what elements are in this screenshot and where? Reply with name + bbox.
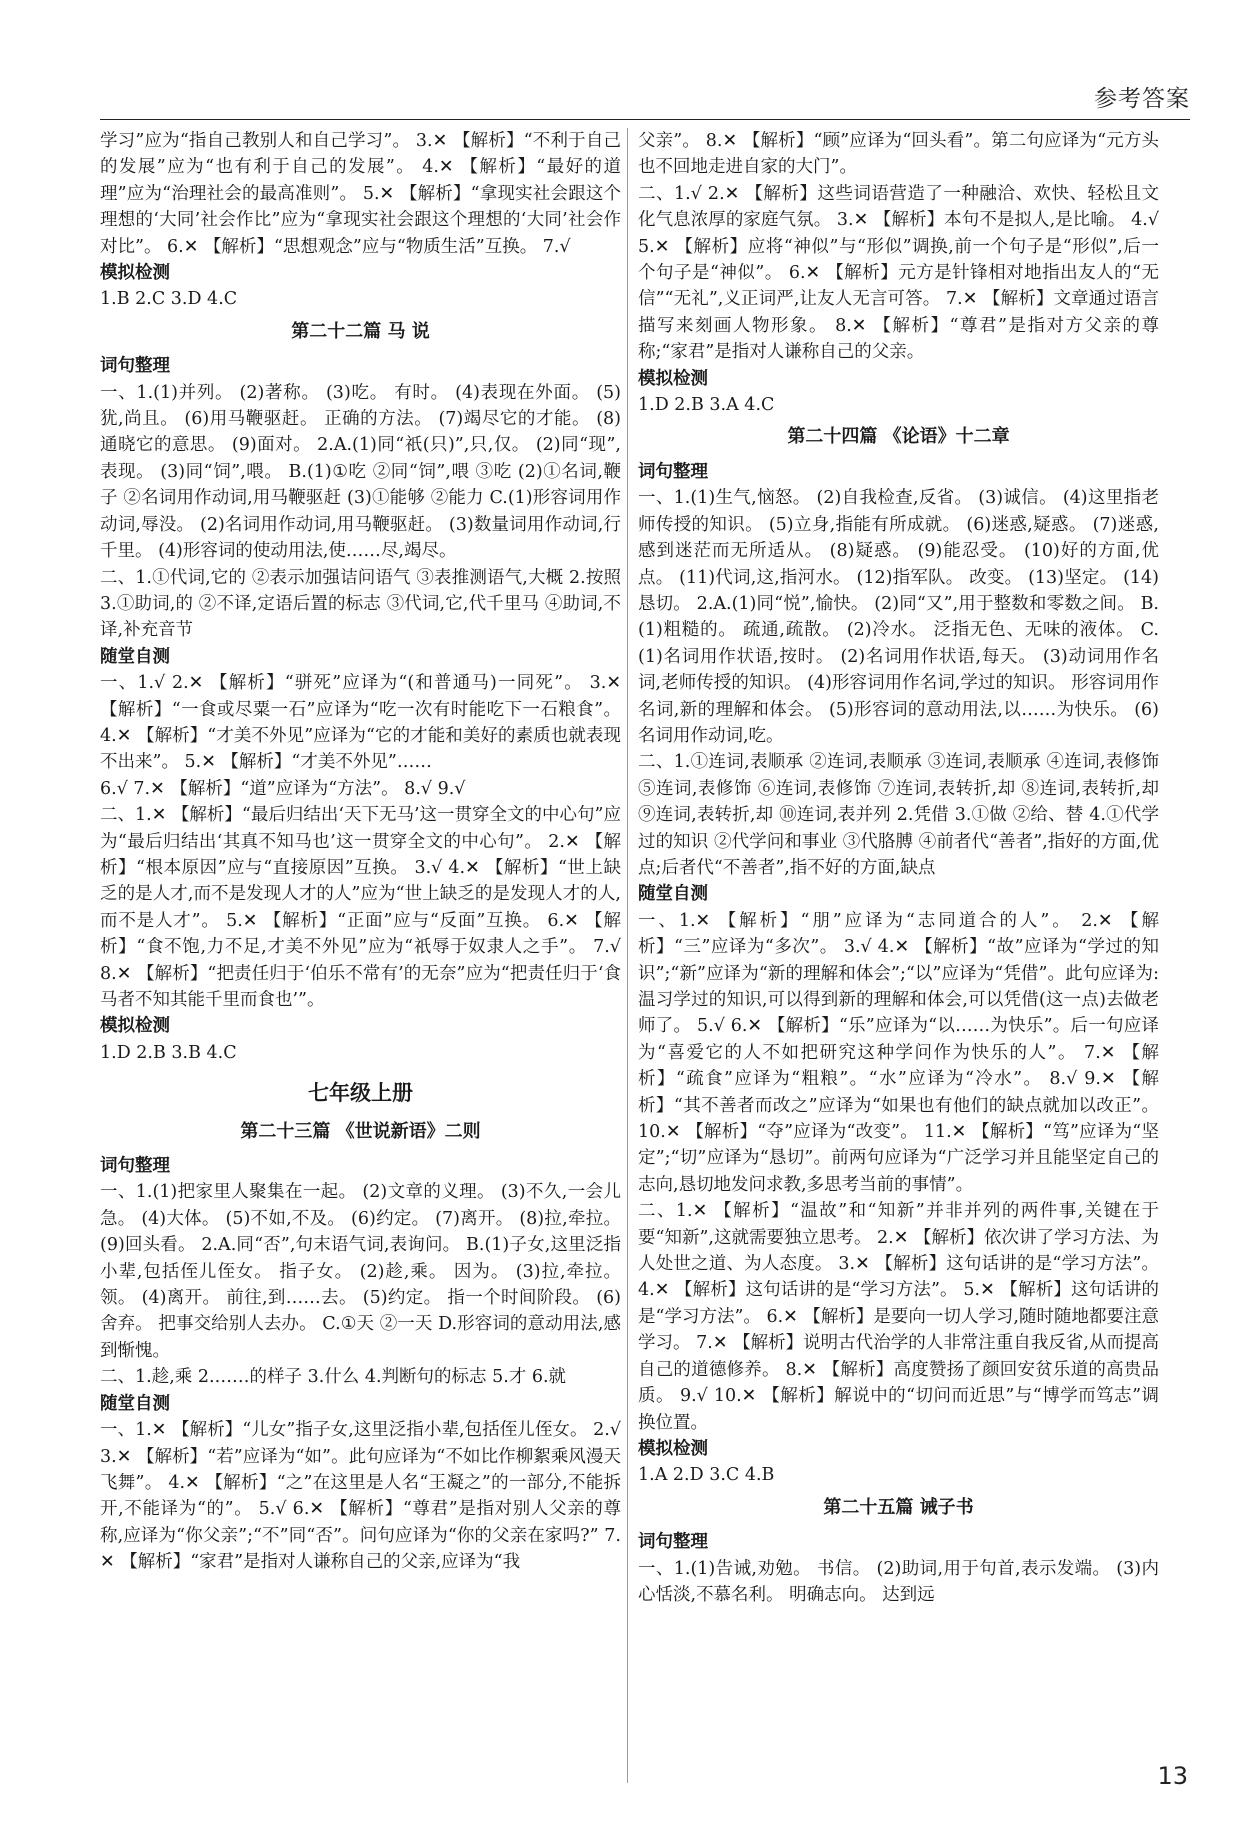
answer-paragraph: 一、1.(1)告诫,劝勉。 书信。 (2)助词,用于句首,表示发端。 (3)内心恬淡,不慕名利。 明确志向。 达到远: [638, 1558, 1159, 1605]
answer-paragraph: 一、1.✕ 【解析】“儿女”指子女,这里泛指小辈,包括侄儿侄女。 2.√ 3.✕ 【解析】“若”应译为“如”。此句应译为“不如比作柳絮乘风漫天飞舞”。 4.✕ 【解析】“之”在这里是人名“王凝之”的一部分,不能拆开,不能译为“的”。 5.√ 6.✕ 【解析】“尊君”是指对别人父亲的尊称,应译为“你父亲”;“不”同“否”。问句应译为“你的父亲在家吗?” 7.✕ 【解析】“家君”是指对人谦称自己的父亲,应译为“我: [100, 1420, 621, 1573]
section-heading: 词句整理: [638, 461, 708, 482]
answer-paragraph: 一、1.(1)并列。 (2)著称。 (3)吃。 有时。 (4)表现在外面。 (5)犹,尚且。 (6)用马鞭驱赶。 正确的方法。 (7)竭尽它的才能。 (8)通晓它的意思。 (9)面对。 2.A.(1)同“祇(只)”,只,仅。 (2)同“现”,表现。 (3)同“饲”,喂。 B.(1)①吃 ②同“饲”,喂 ③吃 (2)①名词,鞭子 ②名词用作动词,用马鞭驱赶 (3)①能够 ②能力 C.(1)形容词用作动词,辱没。 (2)名词用作动词,用马鞭驱赶。 (3)数量词用作动词,行千里。 (4)形容词的使动用法,使……尽,竭尽。: [100, 382, 621, 562]
answer-paragraph: 二、1.趁,乘 2.……的样子 3.什么 4.判断句的标志 5.才 6.就: [100, 1367, 567, 1388]
answer-paragraph: 父亲”。 8.✕ 【解析】“顾”应译为“回头看”。第二句应译为“元方头也不回地走进自家的大门”。: [638, 131, 1159, 178]
grade-title: 七年级上册: [308, 1081, 413, 1106]
answer-paragraph: 二、1.✕ 【解析】“最后归结出‘天下无马’这一贯穿全文的中心句”应为“最后归结出‘其真不知马也’这一贯穿全文的中心句”。 2.✕ 【解析】“根本原因”应与“直接原因”互换。 3.√ 4.✕ 【解析】“世上缺乏的是人才,而不是发现人才的人”应为“世上缺乏的是发现人才的人,而不是人才”。 5.✕ 【解析】“正面”应与“反面”互换。 6.✕ 【解析】“食不饱,力不足,才美不外见”应为“祇辱于奴隶人之手”。 7.√ 8.✕ 【解析】“把责任归于‘伯乐不常有’的无奈”应为“把责任归于‘食马者不知其能千里而食也’”。: [100, 805, 621, 1010]
answer-paragraph: 一、1.√ 2.✕ 【解析】“骈死”应译为“(和普通马)一同死”。 3.✕ 【解析】“一食或尽粟一石”应译为“吃一次有时能吃下一石粮食”。 4.✕ 【解析】“才美不外见”应译为“它的才能和美好的素质也就表现不出来”。 5.✕ 【解析】“才美不外见”……: [100, 673, 621, 773]
section-heading: 词句整理: [100, 1156, 170, 1177]
answer-paragraph: 二、1.√ 2.✕ 【解析】这些词语营造了一种融洽、欢快、轻松且文化气息浓厚的家庭气氛。 3.✕ 【解析】本句不是拟人,是比喻。 4.√ 5.✕ 【解析】应将“神似”与“形似”调换,前一个句子是“形似”,后一个句子是“神似”。 6.✕ 【解析】元方是针锋相对地指出友人的“无信”“无礼”,义正词严,让友人无言可答。 7.✕ 【解析】文章通过语言描写来刻画人物形象。 8.✕ 【解析】“尊君”是指对方父亲的尊称;“家君”是指对人谦称自己的父亲。: [638, 183, 1159, 363]
answer-paragraph: 二、1.①代词,它的 ②表示加强诘问语气 ③表推测语气,大概 2.按照 3.①助词,的 ②不译,定语后置的标志 ③代词,它,代千里马 ④助词,不译,补充音节: [100, 567, 621, 641]
answer-paragraph: 一、1.(1)把家里人聚集在一起。 (2)文章的义理。 (3)不久,一会儿 急。 (4)大体。 (5)不如,不及。 (6)约定。 (7)离开。 (8)拉,牵拉。 (9)回头看。 2.A.同“否”,句末语气词,表询问。 B.(1)子女,这里泛指小辈,包括侄儿侄女。 指子女。 (2)趁,乘。 因为。 (3)拉,牵拉。 领。 (4)离开。 前往,到……去。 (5)约定。 指一个时间阶段。 (6)舍弃。 把事交给别人去办。 C.①天 ②一天 D.形容词的意动用法,感到惭愧。: [100, 1182, 621, 1361]
section-heading: 模拟检测: [100, 1016, 170, 1037]
answer-paragraph: 1.B 2.C 3.D 4.C: [100, 289, 238, 310]
answer-paragraph: 1.D 2.B 3.A 4.C: [638, 395, 775, 416]
answer-paragraph: 一、1.✕ 【解析】“朋”应译为“志同道合的人”。 2.✕ 【解析】“三”应译为“多次”。 3.√ 4.✕ 【解析】“故”应译为“学过的知识”;“新”应译为“新的理解和体会”;“以”应译为“凭借”。此句应译为:温习学过的知识,可以得到新的理解和体会,可以凭借(这一点)去做老师了。 5.√ 6.✕ 【解析】“乐”应译为“以……为快乐”。后一句应译为“喜爱它的人不如把研究这种学问作为快乐的人”。 7.✕ 【解析】“疏食”应译为“粗粮”。“水”应译为“冷水”。 8.√ 9.✕ 【解析】“其不善者而改之”应译为“如果也有他们的缺点就加以改正”。 10.✕ 【解析】“夺”应译为“改变”。 11.✕ 【解析】“笃”应译为“坚定”;“切”应译为“恳切”。前两句应译为“广泛学习并且能坚定自己的志向,恳切地发问求教,多思考当前的事情”。: [638, 910, 1159, 1195]
answer-paragraph: 二、1.✕ 【解析】“温故”和“知新”并非并列的两件事,关键在于要“知新”,这就需要独立思考。 2.✕ 【解析】依次讲了学习方法、为人处世之道、为人态度。 3.✕ 【解析】这句话讲的是“学习方法”。 4.✕ 【解析】这句话讲的是“学习方法”。 5.✕ 【解析】这句话讲的是“学习方法”。 6.✕ 【解析】是要向一切人学习,随时随地都要注意学习。 7.✕ 【解析】说明古代治学的人非常注重自我反省,从而提高自己的道德修养。 8.✕ 【解析】高度赞扬了颜回安贫乐道的高贵品质。 9.√ 10.✕ 【解析】解说中的“切问而近思”与“博学而笃志”调换位置。: [638, 1201, 1159, 1433]
chapter-title: 第二十二篇 马 说: [291, 320, 430, 342]
answer-paragraph: 6.√ 7.✕ 【解析】“道”应译为“方法”。 8.√ 9.√: [100, 778, 466, 799]
section-heading: 随堂自测: [100, 646, 170, 667]
page-header: [100, 62, 1190, 112]
answer-paragraph: 1.D 2.B 3.B 4.C: [100, 1042, 237, 1063]
left-column: [100, 128, 621, 1788]
chapter-title: 第二十五篇 诫子书: [823, 1496, 974, 1518]
answer-paragraph: 1.A 2.D 3.C 4.B: [638, 1465, 775, 1486]
right-column: [638, 128, 1159, 1788]
chapter-title: 第二十四篇 《论语》十二章: [787, 426, 1010, 448]
header-rule: [100, 119, 1190, 120]
section-heading: 随堂自测: [638, 884, 708, 905]
page-number: 13: [1157, 1762, 1188, 1790]
section-heading: 模拟检测: [638, 368, 708, 389]
answer-paragraph: 学习”应为“指自己教别人和自己学习”。 3.✕ 【解析】“不利于自己的发展”应为“也有利于自己的发展”。 4.✕ 【解析】“最好的道理”应为“治理社会的最高准则”。 5.✕ 【解析】“拿现实社会跟这个理想的‘大同’社会作比”应为“拿现实社会跟这个理想的‘大同’社会作对比”。 6.✕ 【解析】“思想观念”应与“物质生活”互换。 7.√: [100, 131, 621, 257]
column-divider: [627, 128, 628, 1783]
header-title: 参考答案: [1094, 86, 1190, 112]
section-heading: 词句整理: [100, 356, 170, 377]
section-heading: 随堂自测: [100, 1393, 170, 1414]
chapter-title: 第二十三篇 《世说新语》二则: [240, 1120, 481, 1142]
section-heading: 词句整理: [638, 1532, 708, 1553]
answer-paragraph: 二、1.①连词,表顺承 ②连词,表顺承 ③连词,表顺承 ④连词,表修饰 ⑤连词,表修饰 ⑥连词,表修饰 ⑦连词,表转折,却 ⑧连词,表转折,却 ⑨连词,表转折,却 ⑩连词,表并列 2.凭借 3.①做 ②给、替 4.①代学过的知识 ②代学问和事业 ③代胳膊 ④前者代“善者”,指好的方面,优点;后者代“不善者”,指不好的方面,缺点: [638, 752, 1159, 878]
section-heading: 模拟检测: [638, 1438, 708, 1459]
section-heading: 模拟检测: [100, 263, 170, 284]
answer-paragraph: 一、1.(1)生气,恼怒。 (2)自我检查,反省。 (3)诚信。 (4)这里指老师传授的知识。 (5)立身,指能有所成就。 (6)迷惑,疑惑。 (7)迷惑,感到迷茫而无所适从。 (8)疑惑。 (9)能忍受。 (10)好的方面,优点。 (11)代词,这,指河水。 (12)指军队。 改变。 (13)坚定。 (14)恳切。 2.A.(1)同“悦”,愉快。 (2)同“又”,用于整数和零数之间。 B.(1)粗糙的。 疏通,疏散。 (2)冷水。 泛指无色、无味的液体。 C.(1)名词用作状语,按时。 (2)名词用作状语,每天。 (3)动词用作名词,老师传授的知识。 (4)形容词用作名词,学过的知识。 形容词用作名词,新的理解和体会。 (5)形容词的意动用法,以……为快乐。 (6)名词用作动词,吃。: [638, 488, 1159, 746]
